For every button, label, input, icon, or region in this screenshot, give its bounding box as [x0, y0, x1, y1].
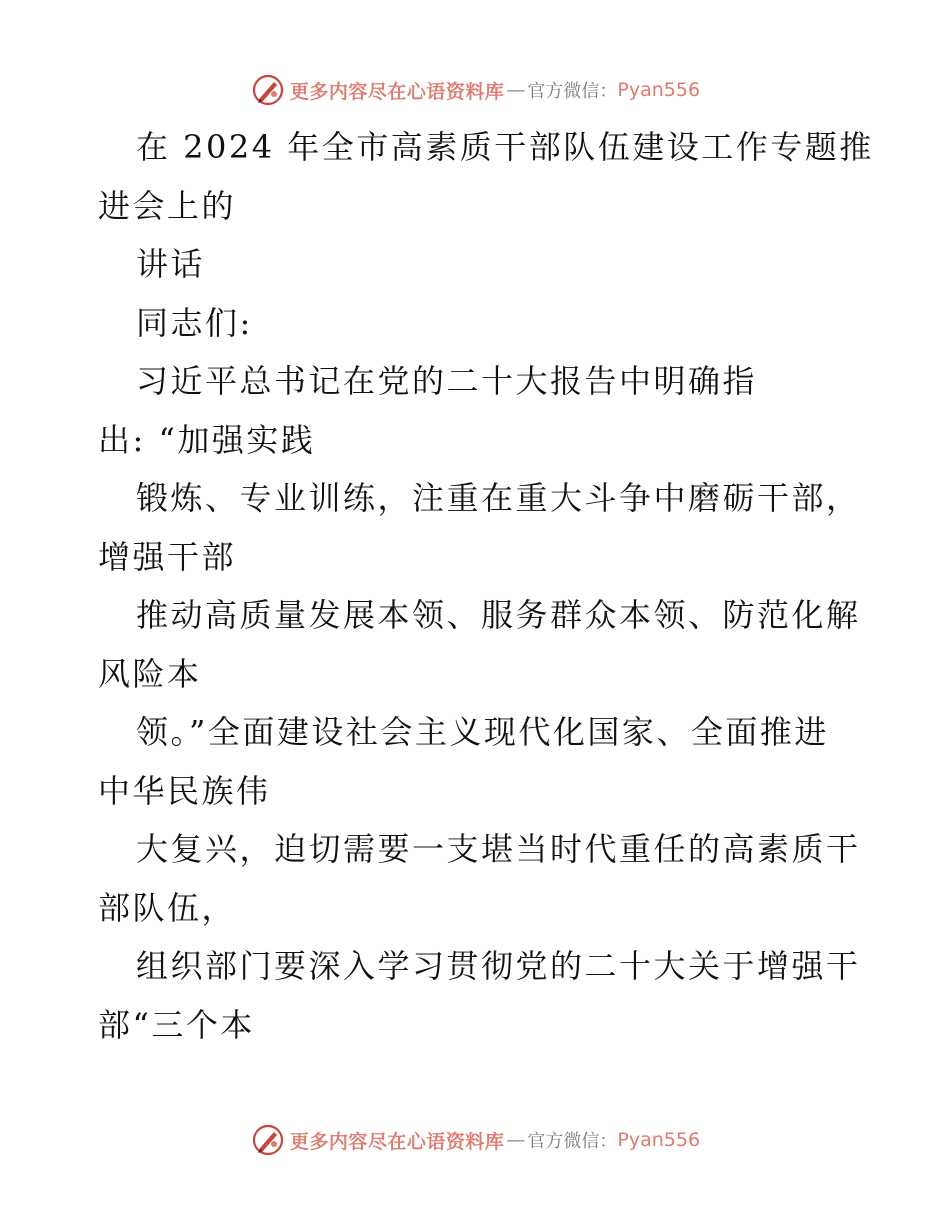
title-line-2: 进会上的 — [98, 186, 237, 225]
body-line: 部队伍， — [98, 888, 237, 927]
body-line: 风险本 — [98, 654, 202, 693]
body-line: 组织部门要深入学习贯彻党的二十大关于增强干 — [136, 947, 861, 985]
body-line: 推动高质量发展本领、服务群众本领、防范化解 — [136, 596, 861, 634]
pen-logo-icon — [250, 1122, 286, 1158]
footer-watermark — [0, 1120, 950, 1160]
body-line: 出: “加强实践 — [98, 420, 316, 459]
header-watermark — [0, 70, 950, 110]
body-line: 习近平总书记在党的二十大报告中明确指 — [136, 362, 758, 400]
watermark-separator: — — [506, 1129, 526, 1151]
body-line: 增强干部 — [98, 537, 237, 576]
watermark-wechat-id: Pyan556 — [617, 79, 701, 101]
watermark-wechat-label: 官方微信： — [527, 1131, 618, 1152]
pen-logo-icon — [250, 72, 286, 108]
watermark-wechat-id: Pyan556 — [617, 1129, 701, 1151]
title-line-1: 在 2024 年全市高素质干部队伍建设工作专题推 — [136, 128, 874, 166]
watermark-main-text: 更多内容尽在心语资料库 — [289, 1130, 505, 1153]
salutation: 同志们: — [136, 303, 253, 342]
watermark-main-text: 更多内容尽在心语资料库 — [289, 80, 505, 103]
body-line: 部“三个本 — [98, 1005, 255, 1044]
document-body — [98, 118, 874, 1054]
body-line: 大复兴，迫切需要一支堪当时代重任的高素质干 — [136, 830, 861, 868]
watermark-separator: — — [506, 79, 526, 101]
title-line-3: 讲话 — [136, 245, 206, 283]
body-line: 领。”全面建设社会主义现代化国家、全面推进 — [136, 713, 829, 751]
watermark-wechat-label: 官方微信： — [527, 81, 618, 102]
body-line: 中华民族伟 — [98, 771, 271, 810]
body-line: 锻炼、专业训练，注重在重大斗争中磨砺干部， — [136, 479, 861, 517]
